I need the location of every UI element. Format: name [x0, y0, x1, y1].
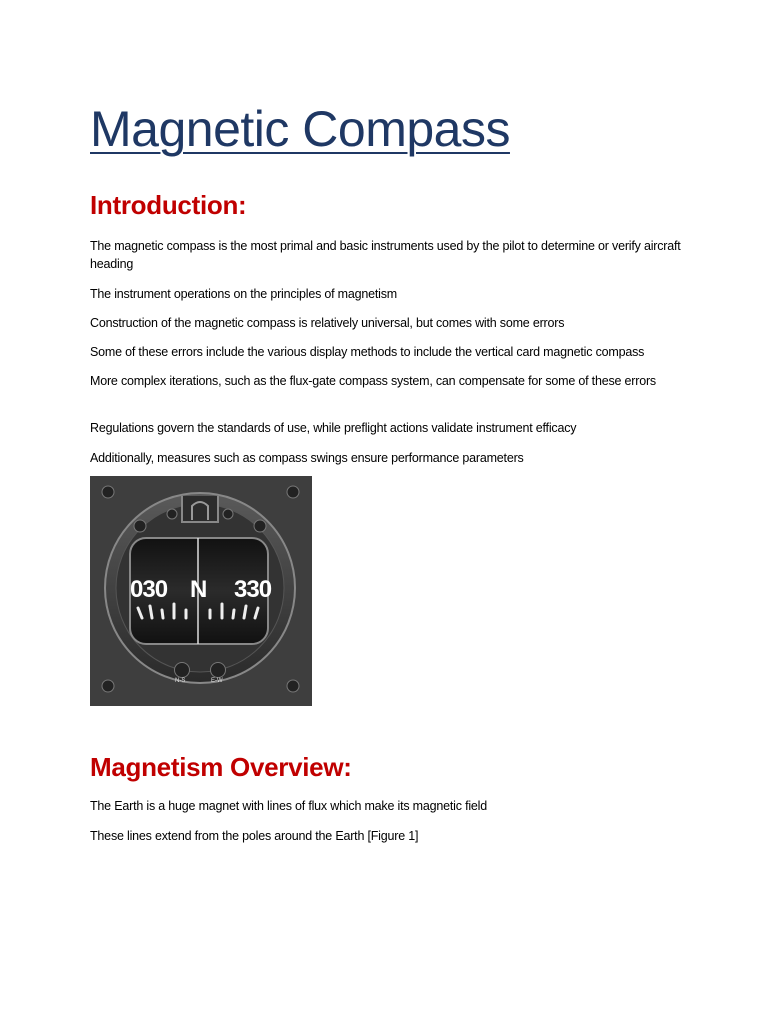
page-title: Magnetic Compass: [90, 101, 510, 157]
intro-paragraph: Construction of the magnetic compass is relatively universal, but comes with some errors: [90, 316, 565, 330]
n-s-knob-icon: [174, 662, 190, 678]
intro-paragraph: Some of these errors include the various display methods to include the vertical card magnetic compass: [90, 345, 645, 359]
compass-card-labels: [130, 576, 270, 606]
intro-paragraph: More complex iterations, such as the flux-gate compass system, can compensate for some of these errors: [90, 374, 656, 388]
n-s-knob-label: N-S: [175, 678, 186, 684]
intro-paragraph: The magnetic compass is the most primal and basic instruments used by the pilot to determine or verify aircraft heading: [90, 239, 681, 271]
card-label-330: 330: [234, 576, 272, 603]
magnetism-paragraph: The Earth is a huge magnet with lines of flux which make its magnetic field: [90, 799, 488, 813]
e-w-knob-label: E-W: [211, 678, 223, 684]
card-label-030: 030: [130, 576, 168, 603]
intro-paragraph: The instrument operations on the principles of magnetism: [90, 287, 398, 301]
magnetism-overview-heading: Magnetism Overview:: [90, 752, 352, 782]
card-label-north: N: [190, 576, 207, 603]
magnetism-paragraph: These lines extend from the poles around the Earth [Figure 1]: [90, 829, 419, 843]
intro-paragraph: Additionally, measures such as compass swings ensure performance parameters: [90, 451, 524, 465]
intro-paragraph: Regulations govern the standards of use, while preflight actions validate instrument efficacy: [90, 421, 577, 435]
compass-instrument-image: [90, 476, 312, 706]
introduction-heading: Introduction:: [90, 190, 247, 220]
e-w-knob-icon: [210, 662, 226, 678]
